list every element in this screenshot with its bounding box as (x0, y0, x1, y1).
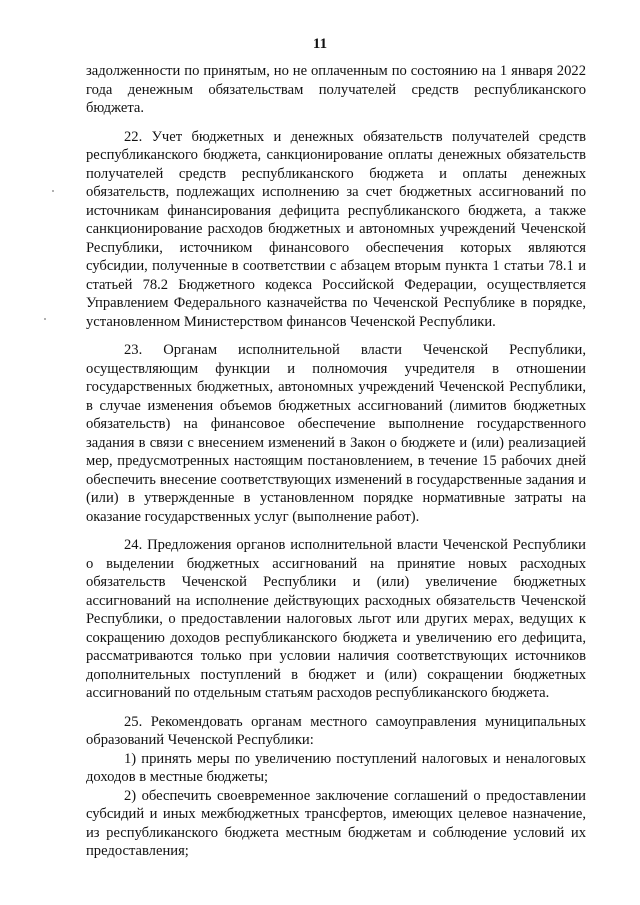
paragraph-25-item-2: 2) обеспечить своевременное заключение соглашений о предоставлении субсидий и иных межбюджетных трансфертов, имеющих целевое назначение, из республиканского бюджета местным бюджетам и соблюдение условий их предоставления; (86, 787, 586, 859)
scan-speck (52, 190, 54, 192)
paragraph-23: 23. Органам исполнительной власти Чеченской Республики, осуществляющим функции и полномочия учредителя в отношении государственных бюджетных, автономных учреждений Чеченской Республики, в случае изменения объемов бюджетных ассигнований (лимитов бюджетных обязательств) на финансовое обеспечение выполнение государственного задания в связи с внесением изменений в Закон о бюджете и (или) реализацией мер, предусмотренных настоящим постановлением, в течение 15 рабочих дней обеспечить внесение соответствующих изменений в государственные задания и (или) в утвержденные в установленном порядке нормативные затраты на оказание государственных услуг (выполнение работ). (86, 342, 586, 525)
paragraph-24: 24. Предложения органов исполнительной власти Чеченской Республики о выделении бюджетных ассигнований на принятие новых расходных обязательств Чеченской Республики и (или) увеличение бюджетных ассигнований на исполнение действующих расходных обязательств Чеченской Республики, о предоставлении налоговых льгот или других мерах, ведущих к сокращению доходов республиканского бюджета и увеличению его дефицита, рассматриваются только при условии наличия соответствующих источников дополнительных поступлений в бюджет и (или) сокращении бюджетных ассигнований по отдельным статьям расходов республиканского бюджета. (86, 537, 586, 701)
page-number: 11 (312, 36, 328, 52)
scan-speck (44, 318, 46, 320)
document-body (86, 62, 586, 861)
paragraph-25-item-1: 1) принять меры по увеличению поступлений налоговых и неналоговых доходов в местные бюджеты; (86, 750, 586, 785)
paragraph-continuation: задолженности по принятым, но не оплаченным по состоянию на 1 января 2022 года денежным обязательствам получателей средств республиканского бюджета. (86, 63, 586, 116)
paragraph-25: 25. Рекомендовать органам местного самоуправления муниципальных образований Чеченской Республики: (86, 713, 586, 748)
paragraph-22: 22. Учет бюджетных и денежных обязательств получателей средств республиканского бюджета, санкционирование оплаты денежных обязательств получателей средств республиканского бюджета и оплаты денежных обязательств, подлежащих исполнению за счет бюджетных ассигнований по источникам финансирования дефицита республиканского бюджета, а также санкционирование расходов бюджетных и автономных учреждений Чеченской Республики, источником финансового обеспечения которых являются субсидии, полученные в соответствии с абзацем вторым пункта 1 статьи 78.1 и статьей 78.2 Бюджетного кодекса Российской Федерации, осуществляется Управлением Федерального казначейства по Чеченской Республике в порядке, установленном Министерством финансов Чеченской Республики. (86, 128, 586, 330)
